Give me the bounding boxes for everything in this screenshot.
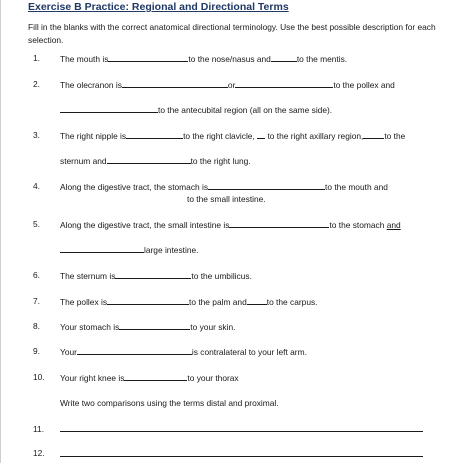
answer-blank[interactable] [257,130,265,139]
question-text: to the mentis. [296,54,348,64]
question-text: to the pollex and [333,80,395,90]
question-number: 12. [33,448,45,458]
question-text: to the small intestine. [187,194,266,204]
question-number: 10. [33,372,45,382]
answer-blank[interactable] [122,79,228,88]
question-text: is contralateral to your left arm. [191,347,307,357]
question-text: Your stomach is [60,322,120,332]
answer-blank[interactable] [363,130,384,139]
question-text: The olecranon is [60,80,122,90]
question-text: to the mouth and [325,182,388,192]
question-text: to the right clavicle, [183,131,255,141]
question-text: to the [384,131,406,141]
question-text: to your skin. [190,322,236,332]
question-text: Along the digestive tract, the small intestine is [60,220,230,230]
question-text: and [386,220,401,230]
question-text: to the stomach [329,220,385,230]
answer-line[interactable] [60,456,423,457]
question-number: 2. [33,79,40,89]
question-number: 4. [33,181,40,191]
question-number: 7. [33,296,40,306]
question-number: 6. [33,270,40,280]
question-text: to the nose/nasus and [188,54,271,64]
answer-blank[interactable] [107,296,189,305]
question-text: to the antecubital region (all on the same side). [158,105,333,115]
question-text: Along the digestive tract, the stomach is [60,182,209,192]
question-number: 1. [33,53,40,63]
question-number: 11. [33,424,45,434]
answer-blank[interactable] [115,270,191,279]
answer-blank[interactable] [126,130,183,139]
question-text: to your thorax [187,373,239,383]
question-text: Your [60,347,77,357]
question-number: 5. [33,219,40,229]
answer-line[interactable] [60,431,423,432]
question-text: or [227,80,236,90]
question-text: Your right knee is [60,373,125,383]
question-text: to the palm and [189,297,247,307]
answer-blank[interactable] [124,372,187,381]
answer-blank[interactable] [60,244,144,253]
answer-blank[interactable] [60,104,158,113]
answer-blank[interactable] [247,296,267,305]
answer-blank[interactable] [108,53,188,62]
question-number: 3. [33,130,40,140]
answer-blank[interactable] [235,79,333,88]
page-title: Exercise B Practice: Regional and Directional Terms [28,1,289,13]
answer-blank[interactable] [208,181,325,190]
question-text: The mouth is [60,54,109,64]
question-text: The pollex is [60,297,108,307]
question-text: to the carpus. [266,297,318,307]
question-text: The right nipple is [60,131,127,141]
question-text: sternum and [60,156,107,166]
answer-blank[interactable] [77,346,192,355]
instructions-text: Fill in the blanks with the correct anatomical directional terminology. Use the best possible description for each selection. [28,22,436,45]
question-text: large intestine. [144,245,199,255]
answer-blank[interactable] [119,321,190,330]
question-text: to the right axillary region, [267,131,364,141]
question-number: 9. [33,346,40,356]
question-text: to the umbilicus. [191,271,252,281]
answer-blank[interactable] [229,219,329,228]
question-text: to the right lung. [190,156,251,166]
question-text: The sternum is [60,271,116,281]
question-number: 8. [33,321,40,331]
comparison-instruction: Write two comparisons using the terms distal and proximal. [60,398,279,408]
answer-blank[interactable] [107,155,191,164]
answer-blank[interactable] [271,53,297,62]
